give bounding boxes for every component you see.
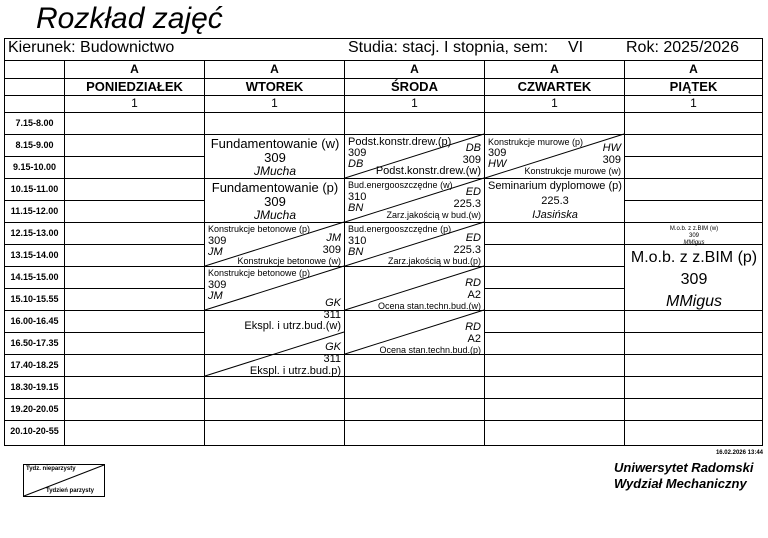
- time-slot-label: 16.50-17.35: [10, 338, 59, 348]
- class-room: 309: [208, 279, 227, 291]
- class-room: 225.3: [541, 195, 569, 207]
- class-name: Fundamentowanie (p): [211, 180, 339, 195]
- class-teacher: GK: [325, 341, 341, 353]
- class-name: Konstrukcje murowe (w): [524, 166, 621, 176]
- group-label: A: [550, 62, 559, 76]
- class-teacher: ED: [465, 186, 481, 198]
- class-room: 309: [462, 154, 481, 166]
- class-name: Zarz.jakością w bud.(p): [387, 256, 481, 266]
- class-teacher: RD: [465, 321, 481, 333]
- class-room: 309: [322, 244, 341, 256]
- field-semester: VI: [568, 39, 584, 56]
- class-teacher: HW: [488, 158, 507, 170]
- class-teacher: JMucha: [253, 208, 297, 222]
- class-teacher: BN: [348, 246, 364, 258]
- class-room: 311: [323, 309, 341, 321]
- class-name: Ekspl. i utrz.bud.p): [249, 365, 341, 377]
- class-teacher: DB: [465, 142, 481, 154]
- class-name: M.o.b. z z.BIM (p): [630, 249, 758, 266]
- time-slot-label: 8.15-9.00: [15, 140, 54, 150]
- day-number: 1: [411, 96, 418, 110]
- class-room: 309: [488, 147, 507, 159]
- timestamp: 16.02.2026 13:44: [715, 450, 763, 456]
- time-slot-label: 18.30-19.15: [10, 382, 59, 392]
- field-kierunek: Kierunek: Budownictwo: [8, 39, 175, 56]
- class-room: 309: [680, 271, 708, 288]
- legend-even-week: Tydzień parzysty: [46, 488, 94, 494]
- class-teacher: BN: [348, 202, 364, 214]
- time-slot-label: 9.15-10.00: [12, 162, 57, 172]
- time-slot-label: 17.40-18.25: [10, 360, 59, 370]
- day-name: PONIEDZIAŁEK: [86, 79, 183, 94]
- faculty-name: Wydział Mechaniczny: [614, 476, 747, 491]
- class-teacher: GK: [325, 297, 341, 309]
- time-slot-label: 19.20-20.05: [10, 404, 59, 414]
- time-slot-label: 13.15-14.00: [10, 250, 59, 260]
- time-slot-label: 11.15-12.00: [10, 206, 59, 216]
- class-room: 310: [348, 191, 367, 203]
- group-label: A: [130, 62, 139, 76]
- class-name: Fundamentowanie (w): [210, 136, 340, 151]
- day-number: 1: [551, 96, 558, 110]
- class-room: 309: [688, 233, 699, 239]
- class-teacher: JM: [208, 246, 223, 258]
- class-name: Ekspl. i utrz.bud.(w): [244, 320, 341, 332]
- time-slot-label: 16.00-16.45: [10, 316, 59, 326]
- class-name: Podst.konstr.drew.(w): [375, 165, 481, 177]
- class-room: A2: [467, 333, 481, 345]
- class-room: 225.3: [453, 198, 481, 210]
- group-label: A: [410, 62, 419, 76]
- legend-odd-week: Tydz. nieparzysty: [26, 466, 76, 472]
- class-teacher: MMigus: [683, 240, 705, 246]
- class-teacher: ED: [465, 232, 481, 244]
- class-room: 225.3: [453, 244, 481, 256]
- class-name: Konstrukcje betonowe (p): [208, 268, 311, 278]
- class-teacher: IJasińska: [532, 209, 578, 221]
- time-slot-label: 20.10-20-55: [10, 426, 59, 436]
- day-name: PIĄTEK: [669, 79, 718, 94]
- class-room: 309: [602, 154, 621, 166]
- time-slot-label: 10.15-11.00: [10, 184, 59, 194]
- class-name: Ocena stan.techn.bud.(w): [377, 301, 481, 311]
- class-name: Seminarium dyplomowe (p): [488, 180, 622, 192]
- class-teacher: JM: [208, 290, 223, 302]
- day-number: 1: [131, 96, 138, 110]
- class-name: Konstrukcje betonowe (w): [237, 256, 341, 266]
- day-name: WTOREK: [245, 79, 304, 94]
- class-teacher: DB: [348, 158, 364, 170]
- class-name: Konstrukcje murowe (p): [488, 137, 584, 147]
- class-name: Podst.konstr.drew.(p): [348, 136, 452, 148]
- day-number: 1: [271, 96, 278, 110]
- class-name: Ocena stan.techn.bud.(p): [379, 345, 481, 355]
- time-slot-label: 7.15-8.00: [15, 118, 54, 128]
- class-teacher: RD: [465, 277, 481, 289]
- class-name: Bud.energooszczędne (p): [348, 224, 452, 234]
- field-studia: Studia: stacj. I stopnia, sem:: [348, 39, 549, 56]
- class-room: 310: [348, 235, 367, 247]
- class-name: Konstrukcje betonowe (p): [208, 224, 311, 234]
- class-teacher: MMigus: [665, 293, 722, 310]
- class-room: 309: [348, 147, 367, 159]
- class-room: 311: [323, 353, 341, 365]
- day-name: ŚRODA: [391, 79, 438, 94]
- day-name: CZWARTEK: [517, 79, 592, 94]
- page-title: Rozkład zajęć: [36, 2, 223, 35]
- university-name: Uniwersytet Radomski: [614, 460, 754, 475]
- day-number: 1: [690, 96, 697, 110]
- class-room: A2: [467, 289, 481, 301]
- class-room: 309: [264, 194, 286, 209]
- class-room: 309: [264, 150, 286, 165]
- class-teacher: JM: [326, 232, 341, 244]
- class-name: Zarz.jakością w bud.(w): [386, 210, 481, 220]
- time-slot-label: 12.15-13.00: [10, 228, 59, 238]
- class-name: M.o.b. z z.BIM (w): [669, 226, 719, 232]
- group-label: A: [689, 62, 698, 76]
- time-slot-label: 14.15-15.00: [10, 272, 59, 282]
- class-room: 309: [208, 235, 227, 247]
- field-rok: Rok: 2025/2026: [626, 39, 739, 56]
- class-teacher: HW: [602, 142, 621, 154]
- group-label: A: [270, 62, 279, 76]
- class-name: Bud.energooszczędne (w): [348, 180, 453, 190]
- class-teacher: JMucha: [253, 164, 297, 178]
- time-slot-label: 15.10-15.55: [10, 294, 59, 304]
